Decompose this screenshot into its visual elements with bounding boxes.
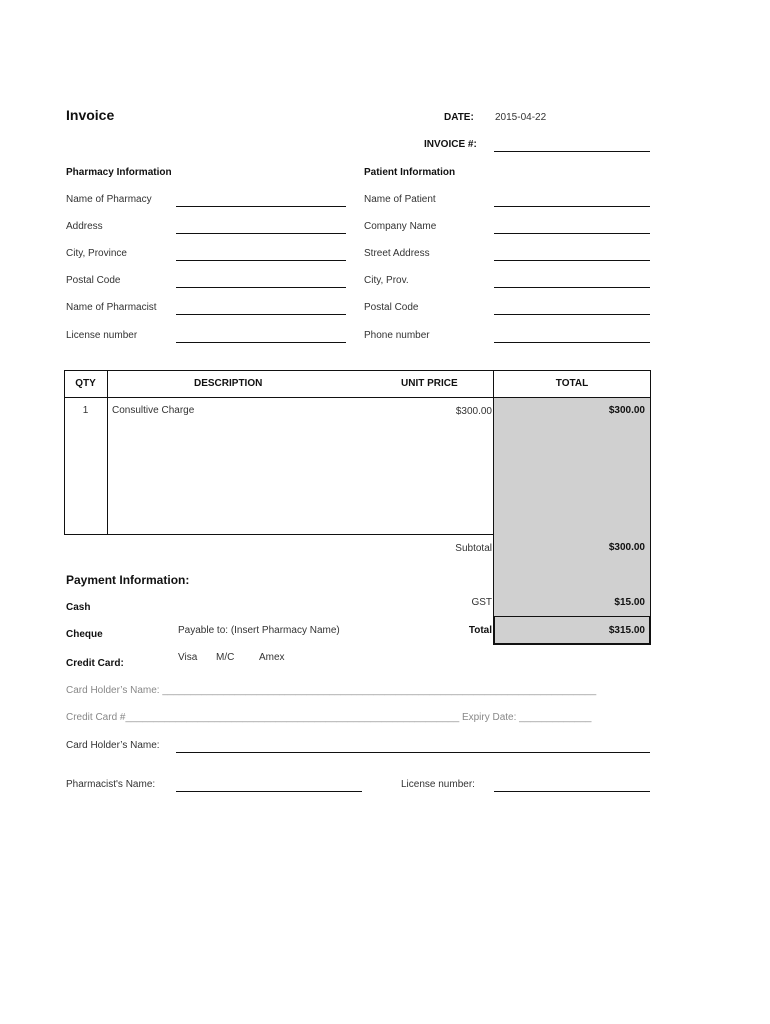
invoice-number-label: INVOICE #: (424, 139, 477, 150)
description-header: DESCRIPTION (194, 378, 263, 389)
table-border (64, 370, 651, 371)
table-border (64, 534, 494, 535)
qty-header: QTY (75, 378, 96, 389)
subtotal-label: Subtotal (455, 543, 492, 554)
cash-label: Cash (66, 602, 91, 613)
license-number-label: License number: (401, 779, 475, 790)
pharmacist-name-line[interactable] (176, 791, 362, 792)
patient-heading: Patient Information (364, 167, 456, 178)
patient-field-line[interactable] (494, 260, 650, 261)
patient-field-label: Phone number (364, 330, 430, 341)
invoice-title: Invoice (66, 107, 115, 123)
payable-to-text: Payable to: (Insert Pharmacy Name) (178, 625, 340, 636)
pharmacy-field-line[interactable] (176, 233, 346, 234)
total-label: Total (468, 625, 492, 636)
credit-card-number-line[interactable]: Credit Card #____________________________________________________________ Expiry Date: _____________ (66, 712, 592, 723)
patient-field-label: Street Address (364, 248, 430, 259)
patient-field-line[interactable] (494, 342, 650, 343)
license-number-line[interactable] (494, 791, 650, 792)
amex-option[interactable]: Amex (259, 652, 285, 663)
table-border (649, 616, 651, 644)
table-border (493, 616, 651, 617)
pharmacy-field-line[interactable] (176, 260, 346, 261)
mc-option[interactable]: M/C (216, 652, 235, 663)
table-border (64, 370, 65, 534)
pharmacy-field-label: Name of Pharmacy (66, 194, 152, 205)
row-description: Consultive Charge (112, 405, 195, 416)
patient-field-label: Company Name (364, 221, 437, 232)
pharmacist-name-label: Pharmacist's Name: (66, 779, 156, 790)
row-unit-price: $300.00 (455, 406, 492, 417)
row-total: $300.00 (608, 405, 645, 416)
patient-field-line[interactable] (494, 206, 650, 207)
patient-field-label: Postal Code (364, 302, 419, 313)
gst-label: GST (471, 597, 492, 608)
invoice-number-line[interactable] (494, 151, 650, 152)
patient-field-line[interactable] (494, 287, 650, 288)
patient-field-label: Name of Patient (364, 194, 436, 205)
cheque-label: Cheque (66, 629, 103, 640)
total-header: TOTAL (555, 378, 589, 389)
pharmacy-field-label: Name of Pharmacist (66, 302, 157, 313)
table-border (493, 643, 651, 645)
gst-value: $15.00 (614, 597, 645, 608)
pharmacy-field-line[interactable] (176, 342, 346, 343)
total-value: $315.00 (608, 625, 645, 636)
table-border (650, 370, 651, 644)
row-qty: 1 (82, 405, 89, 416)
payment-heading: Payment Information: (66, 573, 190, 587)
card-holder-label: Card Holder’s Name: (66, 740, 160, 751)
table-border (64, 397, 651, 398)
pharmacy-field-line[interactable] (176, 314, 346, 315)
pharmacy-field-label: License number (66, 330, 138, 341)
unit-price-header: UNIT PRICE (401, 378, 458, 389)
patient-field-line[interactable] (494, 233, 650, 234)
patient-field-line[interactable] (494, 314, 650, 315)
date-label: DATE: (444, 112, 474, 123)
pharmacy-field-line[interactable] (176, 287, 346, 288)
pharmacy-heading: Pharmacy Information (66, 167, 172, 178)
pharmacy-field-label: Postal Code (66, 275, 121, 286)
table-border (107, 370, 108, 534)
card-holder-name-line[interactable]: Card Holder’s Name: ______________________________________________________________________________ (66, 685, 597, 696)
date-value: 2015-04-22 (495, 112, 547, 123)
card-holder-signature-line[interactable] (176, 752, 650, 753)
pharmacy-field-label: City, Province (66, 248, 127, 259)
subtotal-value: $300.00 (608, 542, 645, 553)
pharmacy-field-line[interactable] (176, 206, 346, 207)
visa-option[interactable]: Visa (178, 652, 198, 663)
credit-card-label: Credit Card: (66, 658, 124, 669)
patient-field-label: City, Prov. (364, 275, 409, 286)
pharmacy-field-label: Address (66, 221, 103, 232)
